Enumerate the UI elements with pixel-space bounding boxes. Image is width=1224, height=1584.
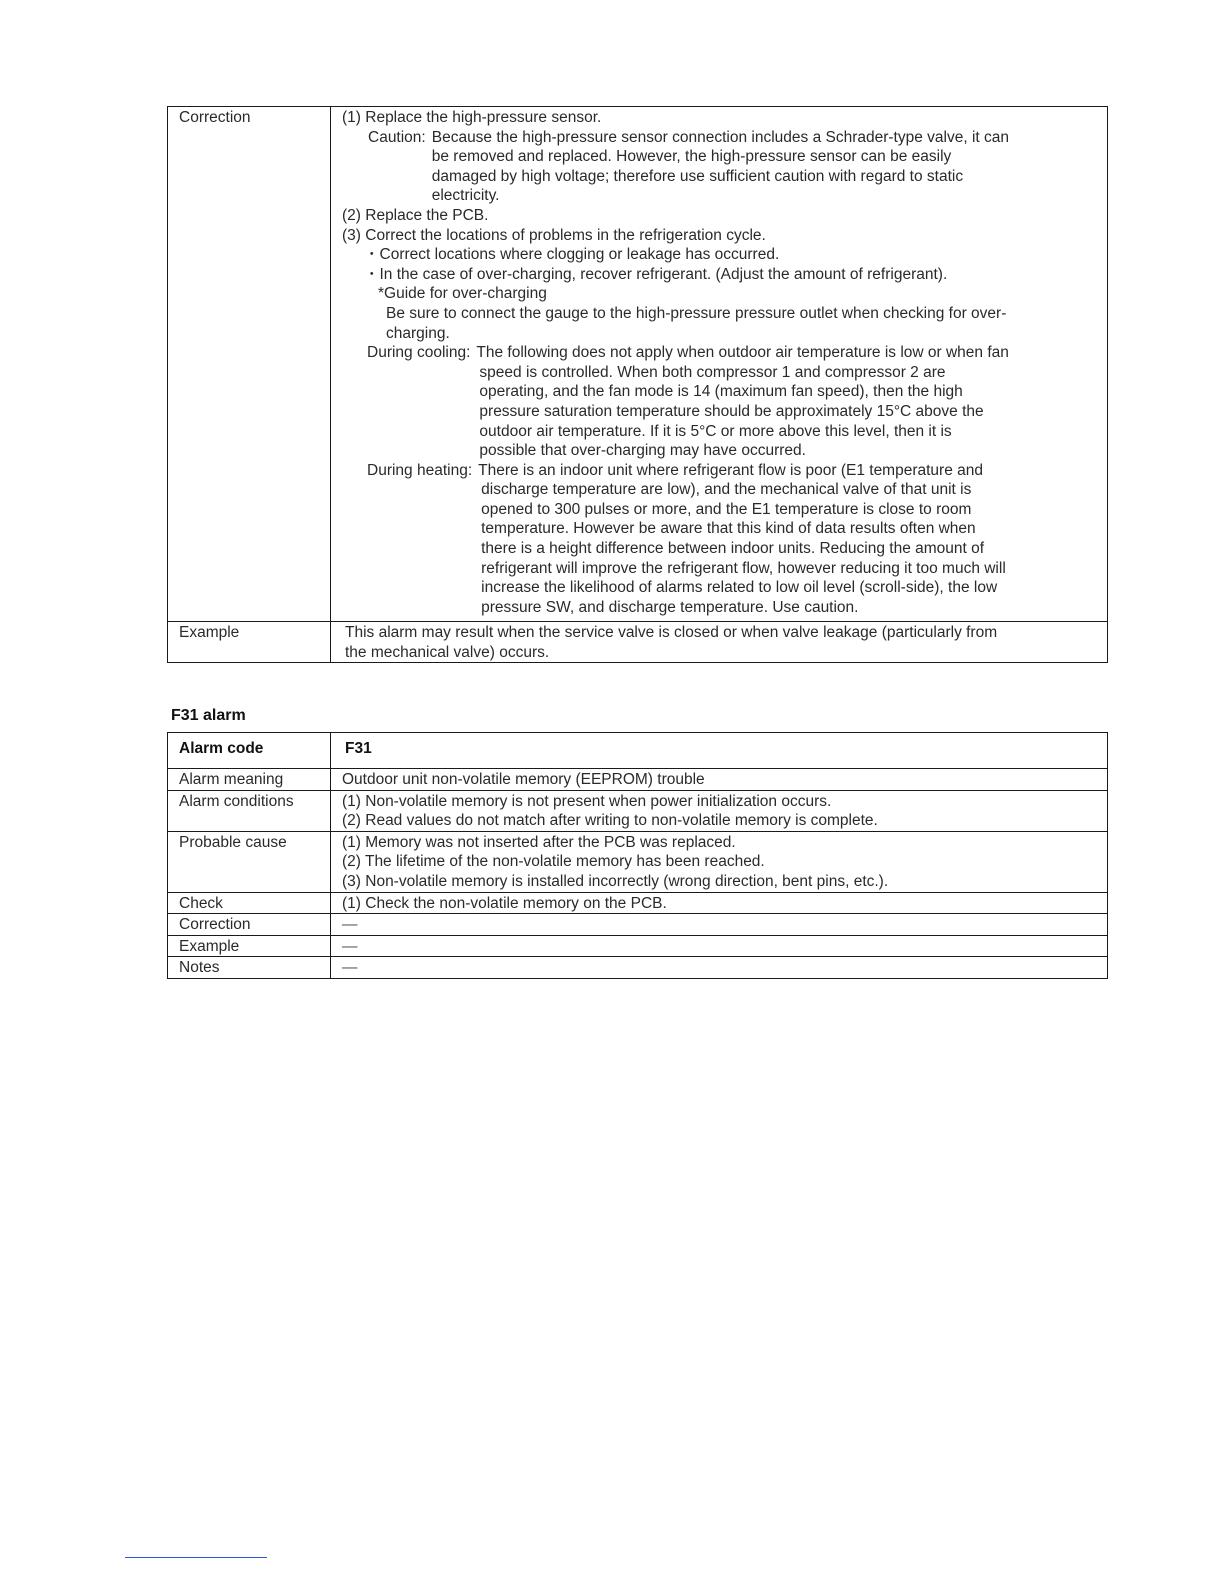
guide-title: *Guide for over-charging	[378, 285, 547, 303]
heating-prefix: During heating:	[367, 461, 473, 479]
caution-line: Because the high-pressure sensor connection includes a Schrader-type valve, it can	[431, 128, 1010, 146]
example-value: —	[331, 935, 1108, 957]
guide-line: Be sure to connect the gauge to the high-pressure pressure outlet when checking for over-	[386, 304, 1007, 322]
table-row	[168, 892, 1108, 914]
correction-table	[167, 106, 1108, 663]
example-label: Example	[168, 935, 331, 957]
check-value: (1) Check the non-volatile memory on the PCB.	[331, 892, 1108, 914]
correction-item-2: (2) Replace the PCB.	[342, 206, 489, 224]
example-content	[331, 622, 1108, 663]
correction-item-1: (1) Replace the high-pressure sensor.	[342, 109, 602, 126]
heating-line: There is an indoor unit where refrigerant flow is poor (E1 temperature and	[478, 461, 983, 479]
alarm-conditions-label: Alarm conditions	[168, 790, 331, 831]
table-row	[168, 622, 1108, 663]
caution-line: electricity.	[431, 187, 500, 205]
correction-value: —	[331, 914, 1108, 936]
check-label: Check	[168, 892, 331, 914]
correction-label: Correction	[168, 914, 331, 936]
heating-line: temperature. However be aware that this kind of data results often when	[481, 520, 976, 538]
cooling-line: operating, and the fan mode is 14 (maximum fan speed), then the high	[479, 383, 963, 401]
cooling-line: The following does not apply when outdoor air temperature is low or when fan	[476, 344, 1009, 362]
table-header-row	[168, 733, 1108, 769]
cause-item: (1) Memory was not inserted after the PCB was replaced.	[342, 833, 736, 851]
table-row	[168, 831, 1108, 892]
cooling-text	[470, 343, 1103, 461]
correction-bullet-1: ・Correct locations where clogging or leakage has occurred.	[364, 246, 780, 264]
cause-item: (3) Non-volatile memory is installed incorrectly (wrong direction, bent pins, etc.).	[342, 872, 889, 890]
alarm-code-value: F31	[331, 733, 1108, 769]
example-line: the mechanical valve) occurs.	[345, 643, 550, 661]
condition-item: (2) Read values do not match after writing to non-volatile memory is complete.	[342, 812, 878, 830]
table-row	[168, 914, 1108, 936]
caution-block	[342, 128, 1103, 206]
heating-line: increase the likelihood of alarms related to low oil level (scroll-side), the low	[481, 579, 998, 597]
heating-block	[342, 461, 1103, 618]
cooling-line: outdoor air temperature. If it is 5°C or more above this level, then it is	[479, 422, 952, 440]
correction-bullet-2: ・In the case of over-charging, recover refrigerant. (Adjust the amount of refrigerant).	[364, 265, 948, 283]
heating-line: there is a height difference between indoor units. Reducing the amount of	[481, 540, 985, 558]
heating-line: pressure SW, and discharge temperature. Use caution.	[481, 598, 859, 616]
caution-prefix: Caution:	[368, 128, 426, 146]
example-label: Example	[168, 622, 331, 663]
caution-text	[426, 128, 1103, 206]
table-row	[168, 107, 1108, 622]
section-title: F31 alarm	[171, 707, 246, 724]
example-line: This alarm may result when the service valve is closed or when valve leakage (particularly from	[345, 624, 998, 641]
heating-line: opened to 300 pulses or more, and the E1 temperature is close to room	[481, 500, 972, 518]
cooling-line: possible that over-charging may have occurred.	[479, 442, 806, 460]
footer-rule	[125, 1557, 267, 1558]
cooling-line: pressure saturation temperature should be approximately 15°C above the	[479, 402, 984, 420]
heating-text	[472, 461, 1103, 618]
alarm-code-label: Alarm code	[168, 733, 331, 769]
caution-line: be removed and replaced. However, the high-pressure sensor can be easily	[431, 148, 952, 166]
alarm-conditions-value	[331, 790, 1108, 831]
cooling-line: speed is controlled. When both compressor 1 and compressor 2 are	[479, 363, 946, 381]
caution-line: damaged by high voltage; therefore use sufficient caution with regard to static	[431, 167, 964, 185]
cooling-prefix: During cooling:	[367, 344, 471, 362]
cause-item: (2) The lifetime of the non-volatile memory has been reached.	[342, 853, 765, 871]
correction-item-3: (3) Correct the locations of problems in the refrigeration cycle.	[342, 226, 766, 244]
guide-line: charging.	[386, 324, 450, 342]
correction-content	[331, 107, 1108, 622]
alarm-meaning-value: Outdoor unit non-volatile memory (EEPROM) trouble	[331, 769, 1108, 791]
guide-text	[342, 304, 1103, 343]
table-row	[168, 935, 1108, 957]
notes-label: Notes	[168, 957, 331, 979]
table-row	[168, 790, 1108, 831]
f31-alarm-table	[167, 732, 1108, 979]
notes-value: —	[331, 957, 1108, 979]
heating-line: discharge temperature are low), and the mechanical valve of that unit is	[481, 481, 972, 499]
condition-item: (1) Non-volatile memory is not present when power initialization occurs.	[342, 792, 832, 810]
correction-label: Correction	[168, 107, 331, 622]
probable-cause-label: Probable cause	[168, 831, 331, 892]
table-row	[168, 957, 1108, 979]
probable-cause-value	[331, 831, 1108, 892]
table-row	[168, 769, 1108, 791]
heating-line: refrigerant will improve the refrigerant flow, however reducing it too much will	[481, 559, 1006, 577]
cooling-block	[342, 343, 1103, 461]
alarm-meaning-label: Alarm meaning	[168, 769, 331, 791]
